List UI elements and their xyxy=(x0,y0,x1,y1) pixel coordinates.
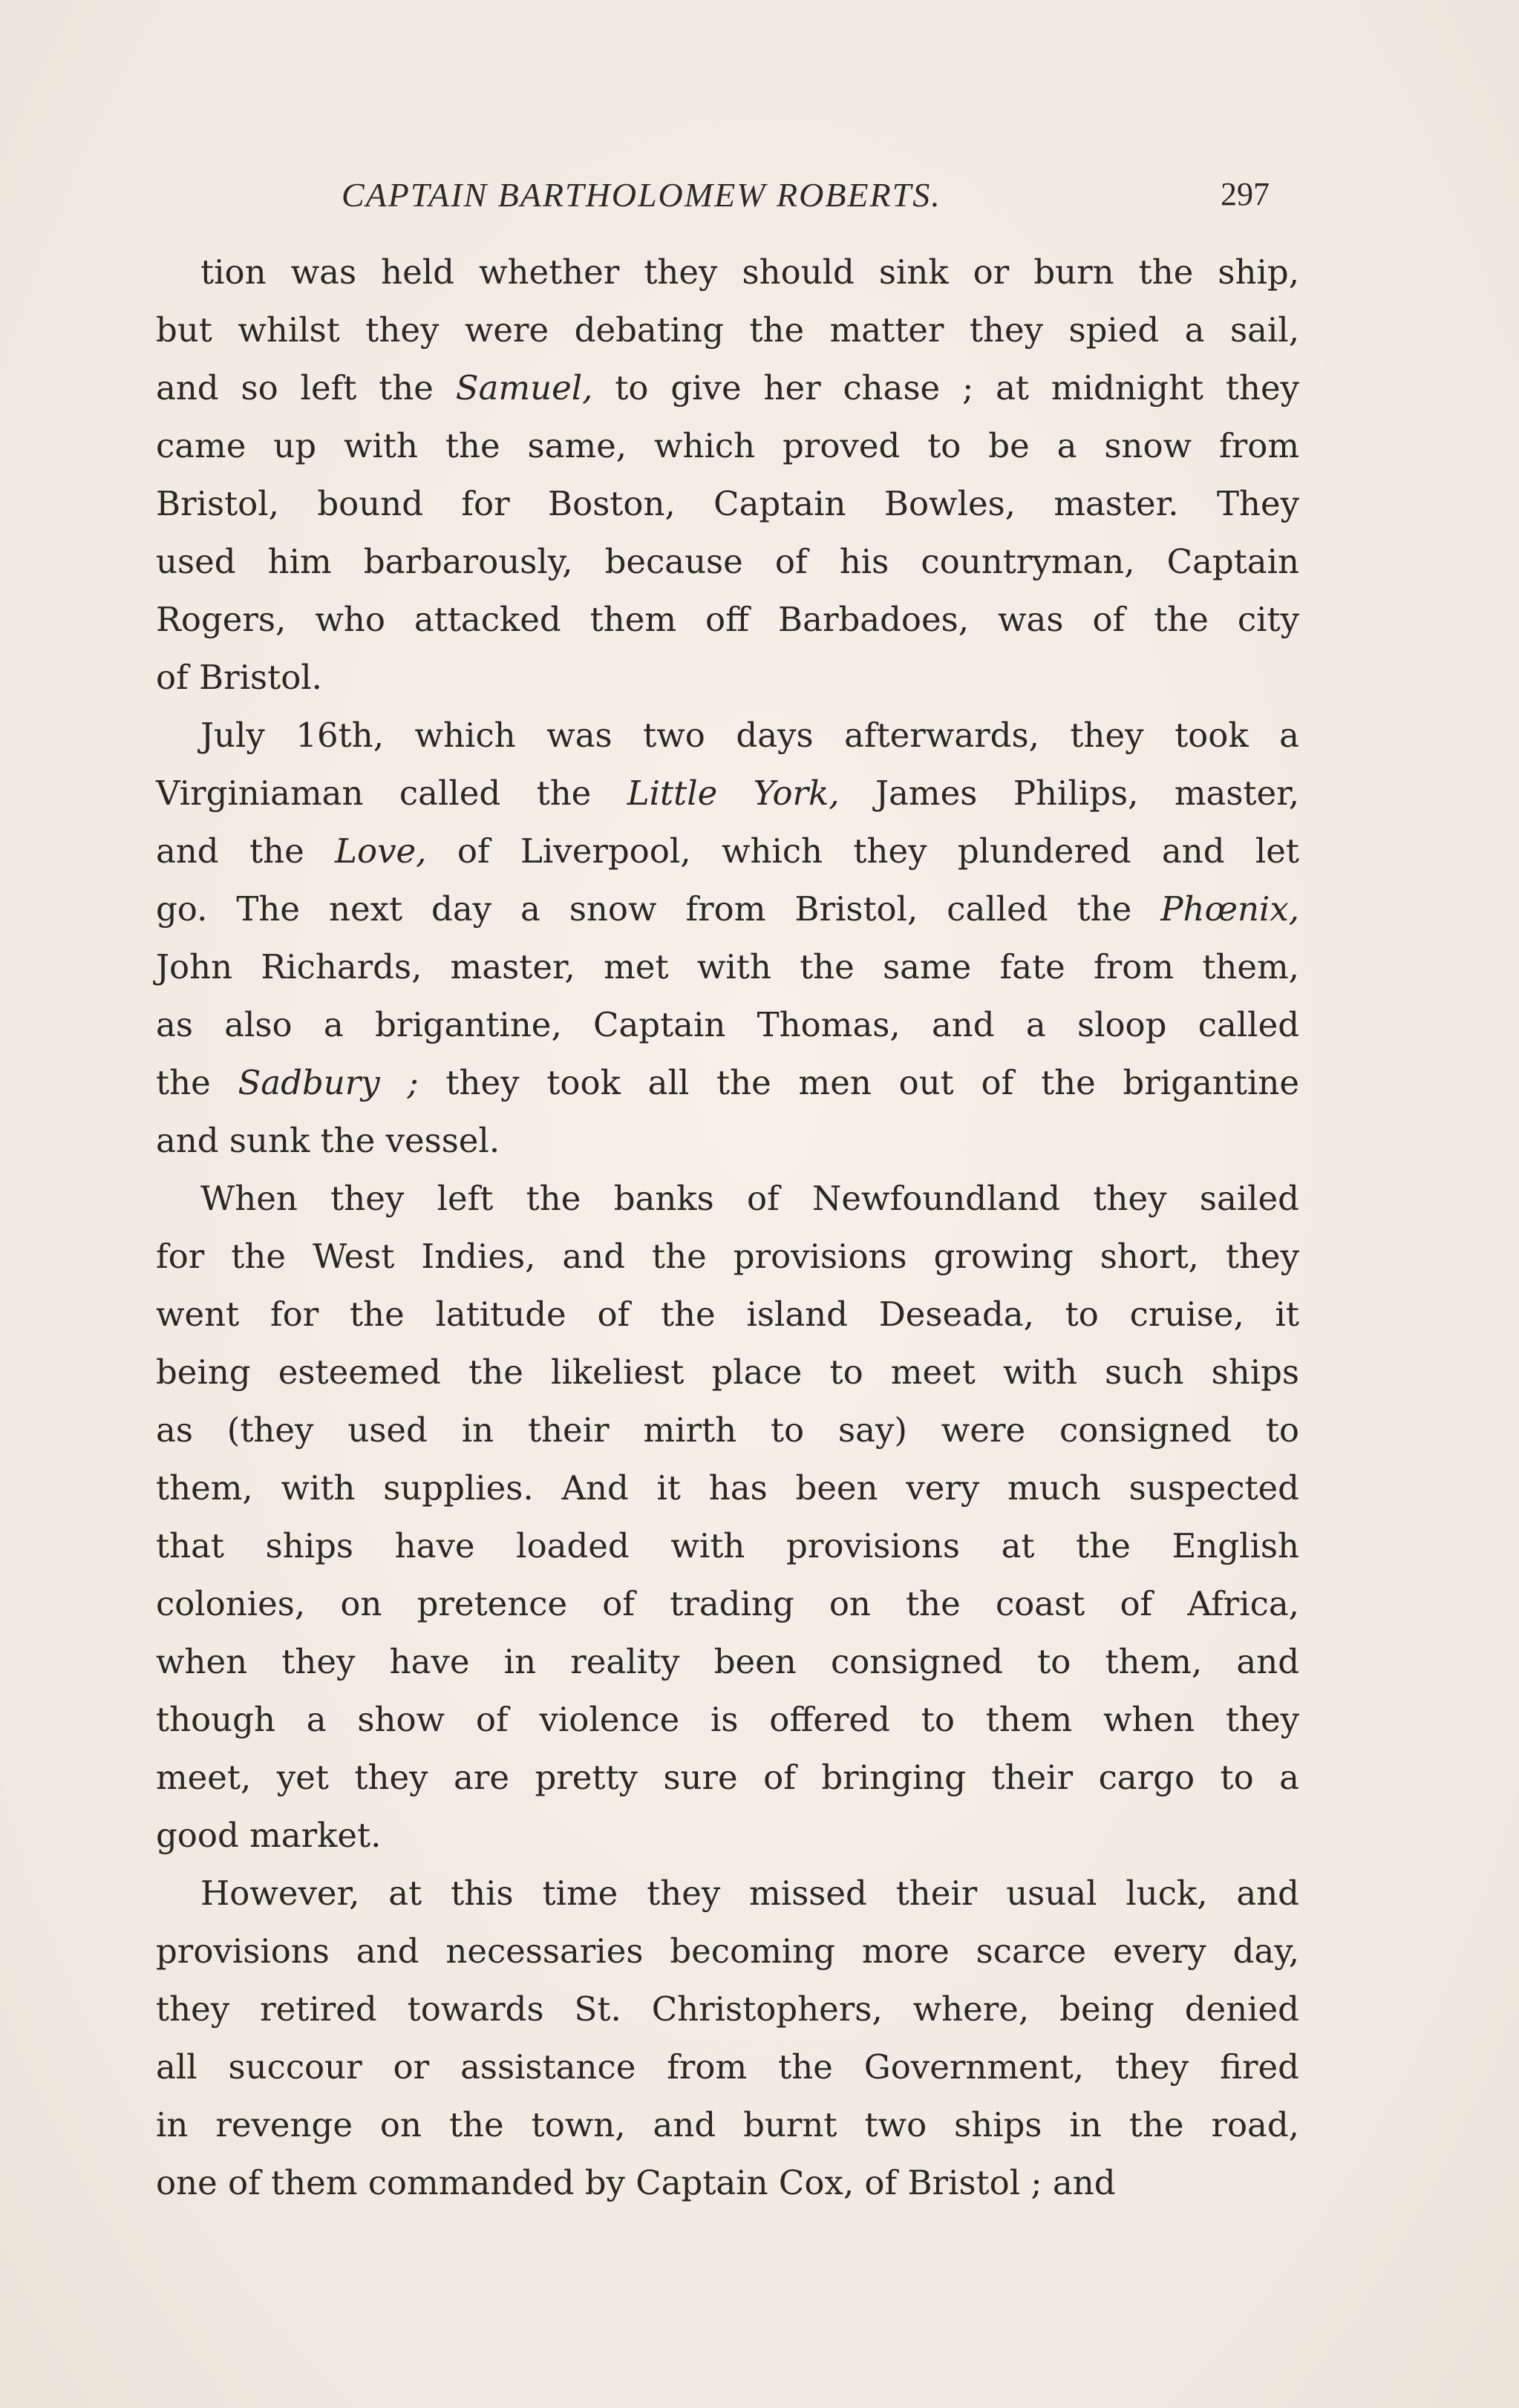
text-line: being esteemed the likeliest place to meet with such ships xyxy=(156,1352,1299,1392)
page-header xyxy=(342,175,1270,220)
text-line xyxy=(156,359,1299,417)
text-segment: and the xyxy=(156,831,336,871)
text-line: of Bristol. xyxy=(156,658,322,697)
text-line: one of them commanded by Captain Cox, of Bristol ; and xyxy=(156,2163,1116,2202)
italic-ship-name: Love, xyxy=(335,831,427,871)
running-title: CAPTAIN BARTHOLOMEW ROBERTS. xyxy=(342,176,941,214)
italic-ship-name: Phœnix, xyxy=(1160,889,1299,929)
text-line: July 16th, which was two days afterwards, they took a xyxy=(200,716,1299,755)
text-line: good market. xyxy=(156,1816,382,1855)
text-line: came up with the same, which proved to be a snow from xyxy=(156,426,1299,465)
text-line: used him barbarously, because of his countryman, Captain xyxy=(156,542,1299,581)
text-line: them, with supplies. And it has been very much suspected xyxy=(156,1468,1299,1508)
paragraph xyxy=(156,1170,1299,1865)
paragraph xyxy=(156,707,1299,1170)
text-line: and sunk the vessel. xyxy=(156,1121,500,1160)
text-line: though a show of violence is offered to them when they xyxy=(156,1700,1299,1739)
text-line xyxy=(156,765,1299,822)
text-segment: to give her chase ; at midnight they xyxy=(592,368,1299,408)
text-line: for the West Indies, and the provisions growing short, they xyxy=(156,1237,1299,1276)
text-line: that ships have loaded with provisions at the English xyxy=(156,1526,1299,1565)
text-line: provisions and necessaries becoming more scarce every day, xyxy=(156,1931,1299,1971)
text-segment: Virginiaman called the xyxy=(156,773,627,813)
text-line: tion was held whether they should sink or burn the ship, xyxy=(200,252,1299,292)
text-line: colonies, on pretence of trading on the coast of Africa, xyxy=(156,1584,1299,1623)
text-line: all succour or assistance from the Government, they fired xyxy=(156,2047,1299,2087)
text-line: as (they used in their mirth to say) were consigned to xyxy=(156,1410,1299,1450)
text-line: John Richards, master, met with the same fate from them, xyxy=(156,947,1299,987)
text-segment: of Liverpool, which they plundered and let xyxy=(426,831,1300,871)
page-number: 297 xyxy=(1221,176,1270,212)
text-line: Bristol, bound for Boston, Captain Bowles, master. They xyxy=(156,484,1299,523)
text-segment: the xyxy=(156,1063,238,1102)
text-line xyxy=(156,1054,1299,1112)
paragraph xyxy=(156,1865,1299,2212)
text-line: Rogers, who attacked them off Barbadoes, was of the city xyxy=(156,600,1299,639)
text-line: went for the latitude of the island Deseada, to cruise, it xyxy=(156,1295,1299,1334)
text-segment: go. The next day a snow from Bristol, called the xyxy=(156,889,1161,929)
text-line: but whilst they were debating the matter they spied a sail, xyxy=(156,310,1299,350)
text-line: they retired towards St. Christophers, where, being denied xyxy=(156,1989,1299,2029)
text-segment: and so left the xyxy=(156,368,456,408)
text-segment: they took all the men out of the brigantine xyxy=(418,1063,1299,1102)
text-segment: James Philips, master, xyxy=(839,773,1300,813)
italic-ship-name: Samuel, xyxy=(455,368,593,408)
text-line: When they left the banks of Newfoundland they sailed xyxy=(200,1179,1299,1218)
italic-ship-name: Sadbury ; xyxy=(238,1063,419,1102)
italic-ship-name: Little York, xyxy=(627,773,840,813)
text-line xyxy=(156,822,1299,880)
text-line: However, at this time they missed their usual luck, and xyxy=(200,1874,1299,1913)
text-line: as also a brigantine, Captain Thomas, and a sloop called xyxy=(156,1005,1299,1044)
text-line: when they have in reality been consigned to them, and xyxy=(156,1642,1299,1681)
paragraph xyxy=(156,243,1299,707)
text-line xyxy=(156,880,1299,938)
text-line: meet, yet they are pretty sure of bringing their cargo to a xyxy=(156,1758,1299,1797)
body-text xyxy=(156,243,1299,2212)
text-line: in revenge on the town, and burnt two ships in the road, xyxy=(156,2105,1299,2144)
